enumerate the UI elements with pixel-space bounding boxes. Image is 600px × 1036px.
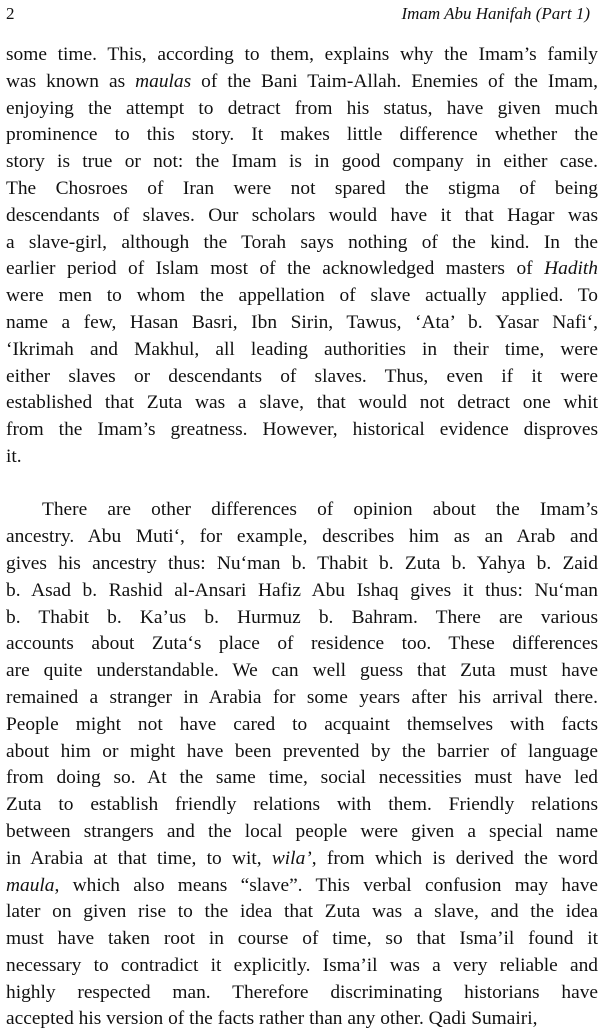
- text-line: necessary to contradict it explicitly. Isma’il was a very reliable and: [6, 954, 598, 976]
- text-line: were men to whom the appellation of slave actually applied. To: [6, 285, 598, 307]
- running-title: Imam Abu Hanifah (Part 1): [401, 4, 590, 23]
- text-line: descendants of slaves. Our scholars would have it that Hagar was: [6, 204, 598, 226]
- italic-term: maulas: [135, 70, 192, 92]
- text-line: story is true or not: the Imam is in good company in either case.: [6, 151, 598, 173]
- text-line: There are other differences of opinion about the Imam’s: [42, 499, 598, 521]
- text-line: Zuta to establish friendly relations with them. Friendly relations: [6, 794, 598, 816]
- text-line: earlier period of Islam most of the acknowledged masters of Hadith: [6, 258, 598, 280]
- text-line: was known as maulas of the Bani Taim-Allah. Enemies of the Imam,: [6, 70, 598, 92]
- italic-term: Hadith: [544, 258, 598, 280]
- text-line: established that Zuta was a slave, that would not detract one whit: [6, 392, 598, 414]
- text-line: People might not have cared to acquaint themselves with facts: [6, 713, 598, 735]
- text-line: remained a stranger in Arabia for some years after his arrival there.: [6, 686, 598, 708]
- paragraph-1: [6, 42, 598, 471]
- text-line: b. Asad b. Rashid al-Ansari Hafiz Abu Ishaq gives it thus: Nu‘man: [6, 579, 598, 601]
- italic-term: maula: [6, 874, 55, 896]
- text-line: from the Imam’s greatness. However, historical evidence disproves: [6, 419, 598, 441]
- paragraph-2: [6, 497, 598, 1033]
- text-line: a slave-girl, although the Torah says nothing of the kind. In the: [6, 231, 598, 253]
- text-line: some time. This, according to them, explains why the Imam’s family: [6, 44, 598, 65]
- text-line: maula, which also means “slave”. This verbal confusion may have: [6, 874, 598, 896]
- page-number: 2: [6, 4, 15, 23]
- italic-term: wila’: [271, 847, 312, 869]
- text-line: either slaves or descendants of slaves. Thus, even if it were: [6, 365, 598, 387]
- text-line: must have taken root in course of time, so that Isma’il found it: [6, 928, 598, 950]
- body-text: [6, 42, 598, 1033]
- text-line: name a few, Hasan Basri, Ibn Sirin, Tawus, ‘Ata’ b. Yasar Nafi‘,: [6, 311, 598, 333]
- text-line: The Chosroes of Iran were not spared the stigma of being: [6, 177, 598, 199]
- running-header: [6, 2, 590, 28]
- text-line: enjoying the attempt to detract from his status, have given much: [6, 97, 598, 119]
- text-line: prominence to this story. It makes little difference whether the: [6, 124, 598, 146]
- text-line: are quite understandable. We can well guess that Zuta must have: [6, 660, 598, 682]
- text-line: ‘Ikrimah and Makhul, all leading authorities in their time, were: [6, 338, 598, 360]
- text-line: later on given rise to the idea that Zuta was a slave, and the idea: [6, 901, 598, 923]
- text-line: highly respected man. Therefore discriminating historians have: [6, 981, 598, 1003]
- text-line: accounts about Zuta‘s place of residence too. These differences: [6, 633, 598, 655]
- text-line: from doing so. At the same time, social necessities must have led: [6, 767, 598, 789]
- text-line: ancestry. Abu Muti‘, for example, describes him as an Arab and: [6, 526, 598, 548]
- text-line: about him or might have been prevented by the barrier of language: [6, 740, 598, 762]
- text-line: in Arabia at that time, to wit, wila’, from which is derived the word: [6, 847, 598, 869]
- text-line: it.: [6, 445, 22, 467]
- text-line: gives his ancestry thus: Nu‘man b. Thabit b. Zuta b. Yahya b. Zaid: [6, 552, 598, 574]
- text-line: b. Thabit b. Ka’us b. Hurmuz b. Bahram. There are various: [6, 606, 598, 628]
- text-line: accepted his version of the facts rather than any other. Qadi Sumairi,: [6, 1008, 538, 1030]
- text-line: between strangers and the local people were given a special name: [6, 820, 598, 842]
